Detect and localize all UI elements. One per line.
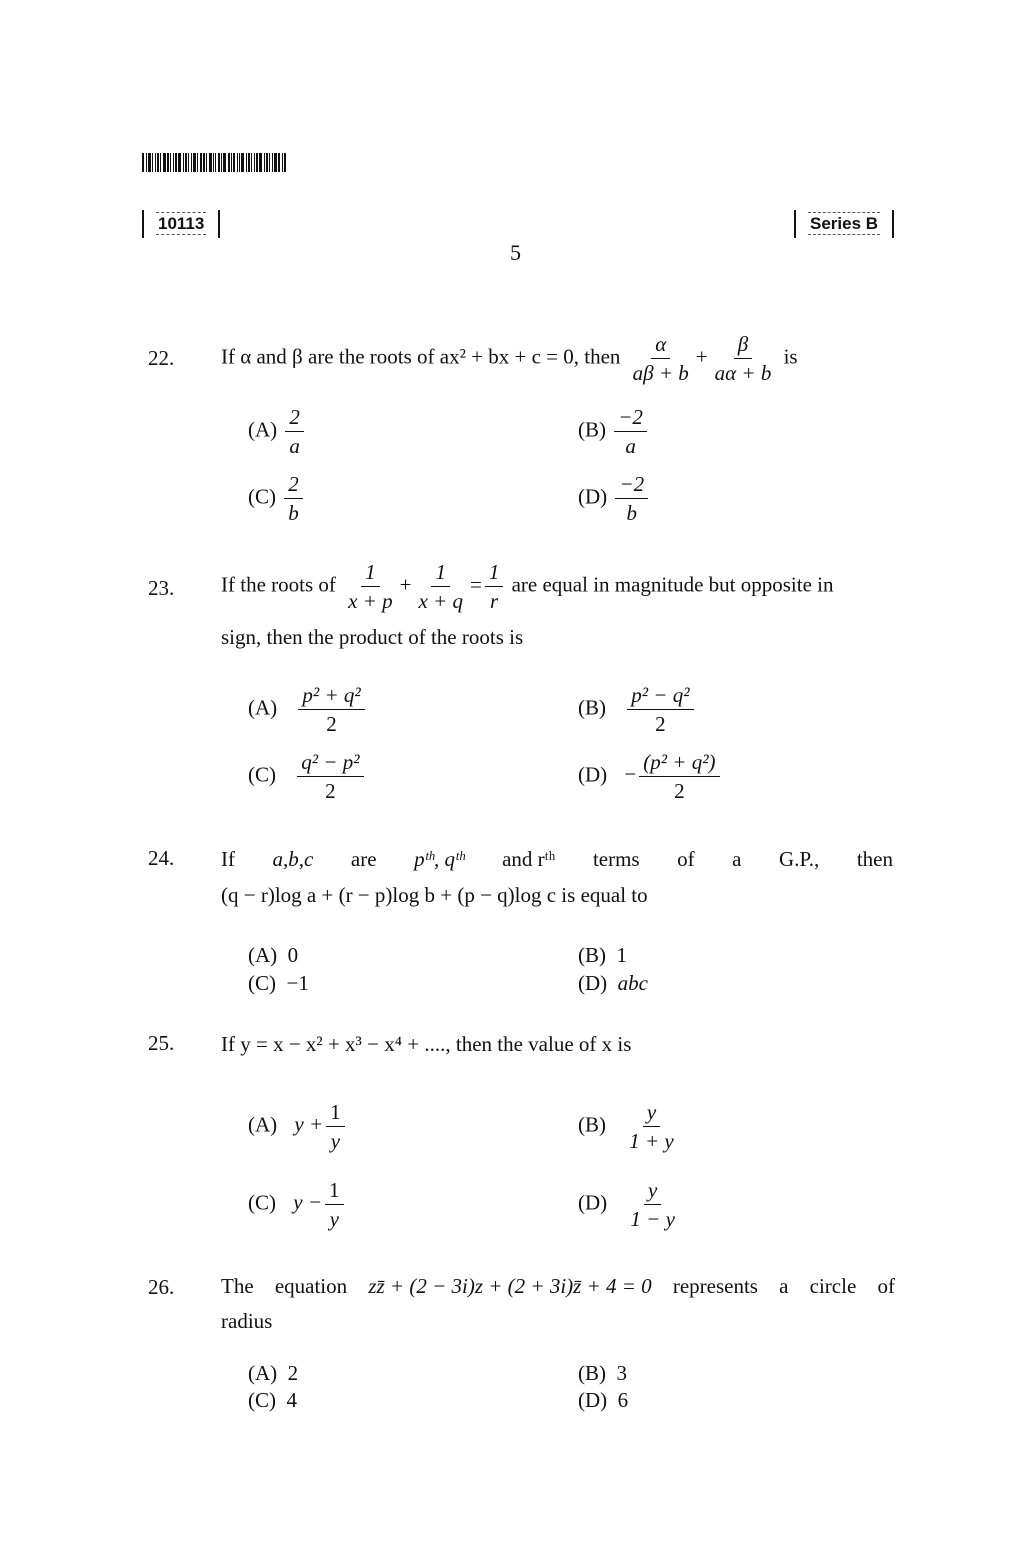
- barcode-bar: [241, 153, 244, 172]
- barcode-bar: [237, 153, 238, 172]
- option-b[interactable]: (B) $\frac{y}{1 + y}$: [578, 1100, 674, 1153]
- barcode-bar: [264, 153, 265, 172]
- option-d[interactable]: (D) $\frac{-2}{b}$: [578, 472, 651, 525]
- barcode-bar: [193, 153, 196, 172]
- barcode-bar: [197, 153, 198, 172]
- option-c[interactable]: (C) 4: [248, 1388, 297, 1412]
- barcode-bar: [209, 153, 212, 172]
- option-c[interactable]: (C) $\frac{\text{q² − p²}}{2}$: [248, 750, 367, 803]
- barcode-bar: [200, 153, 202, 172]
- barcode-bar: [218, 153, 220, 172]
- option-b[interactable]: (B) 1: [578, 943, 627, 967]
- barcode-bar: [163, 153, 166, 172]
- question-number: 22.: [148, 346, 175, 370]
- question-stem: If y = x − x² + x³ − x⁴ + ...., then the value of x is: [221, 1032, 632, 1056]
- series-label: Series B: [810, 214, 879, 233]
- barcode-bar: [183, 153, 184, 172]
- question-stem: The equation zz̄ + (2 − 3i)z + (2 + 3i)z̄ + 4 = 0 represents a circle of: [221, 1274, 895, 1298]
- barcode-bar: [278, 153, 280, 172]
- barcode-bar: [146, 153, 147, 172]
- option-c[interactable]: (C) $\frac{2}{b}$: [248, 472, 306, 525]
- barcode-bar: [206, 153, 207, 172]
- barcode-bar: [272, 153, 273, 172]
- question-number: 24.: [148, 846, 175, 870]
- barcode-bar: [231, 153, 232, 172]
- question-number: 26.: [148, 1275, 175, 1299]
- option-c[interactable]: (C) y − $\frac{1}{y}$: [248, 1178, 347, 1231]
- barcode-bar: [221, 153, 222, 172]
- option-b[interactable]: (B) 3: [578, 1361, 627, 1385]
- barcode-bar: [185, 153, 187, 172]
- option-a[interactable]: (A) $\frac{2}{a}$: [248, 405, 307, 458]
- barcode-bar: [175, 153, 177, 172]
- option-a[interactable]: (A) 2: [248, 1361, 299, 1385]
- question-stem-line2: radius: [221, 1309, 273, 1333]
- option-c[interactable]: (C) −1: [248, 971, 309, 995]
- barcode-bar: [233, 153, 235, 172]
- barcode-bar: [228, 153, 230, 172]
- option-a[interactable]: (A) $\frac{\text{p² + q²}}{2}$: [248, 683, 368, 736]
- option-d[interactable]: (D) 6: [578, 1388, 629, 1412]
- barcode-bar: [251, 153, 252, 172]
- barcode-bar: [248, 153, 250, 172]
- barcode-bar: [215, 153, 216, 172]
- question-stem-line2: sign, then the product of the roots is: [221, 625, 524, 649]
- barcode-bar: [284, 153, 286, 172]
- question-number: 23.: [148, 576, 175, 600]
- barcode-bar: [282, 153, 283, 172]
- barcode-bar: [142, 153, 144, 172]
- barcode-bar: [203, 153, 205, 172]
- question-stem-line2: (q − r)log a + (r − p)log b + (p − q)log c is equal to: [221, 883, 648, 907]
- barcode-bar: [213, 153, 214, 172]
- barcode-bar: [269, 153, 270, 172]
- option-a[interactable]: (A) y + $\frac{1}{y}$: [248, 1100, 348, 1153]
- fraction: $\frac{\alpha}{a\beta + b}$: [632, 332, 689, 385]
- page-number: 5: [510, 240, 521, 265]
- barcode-bar: [266, 153, 268, 172]
- barcode-bar: [148, 153, 151, 172]
- barcode-bar: [170, 153, 171, 172]
- question-stem: If a,b,c are pᵗʰ, qᵗʰ and rᵗʰ terms of a G.P., then: [221, 847, 893, 871]
- barcode-bar: [178, 153, 181, 172]
- barcode: [142, 153, 302, 172]
- series-box: [794, 210, 894, 238]
- question-number: 25.: [148, 1031, 175, 1055]
- barcode-bar: [223, 153, 226, 172]
- barcode-bar: [256, 153, 258, 172]
- barcode-bar: [160, 153, 161, 172]
- barcode-bar: [191, 153, 192, 172]
- option-d[interactable]: (D) − $\frac{\text{(p² + q²)}}{2}$: [578, 750, 723, 803]
- barcode-bar: [254, 153, 255, 172]
- barcode-bar: [152, 153, 153, 172]
- barcode-bar: [246, 153, 247, 172]
- option-a[interactable]: (A) 0: [248, 943, 299, 967]
- barcode-bar: [173, 153, 174, 172]
- barcode-bar: [188, 153, 189, 172]
- barcode-bar: [155, 153, 156, 172]
- barcode-bar: [274, 153, 277, 172]
- option-d[interactable]: (D) $\frac{y}{1 - y}$: [578, 1178, 675, 1231]
- paper-code: 10113: [158, 214, 205, 233]
- barcode-bar: [259, 153, 262, 172]
- fraction: $\frac{\beta}{a\alpha + b}$: [714, 332, 772, 385]
- barcode-bar: [239, 153, 240, 172]
- option-b[interactable]: (B) $\frac{\text{p² − q²}}{2}$: [578, 683, 697, 736]
- question-stem: If α and β are the roots of ax² + bx + c = 0, then $\frac{\alpha}{a\beta + b}$ + $\frac{\beta}{a\alpha + b}$ is: [221, 332, 798, 385]
- barcode-bar: [157, 153, 159, 172]
- barcode-bar: [167, 153, 169, 172]
- paper-code-box: [142, 210, 220, 238]
- question-stem: If the roots of $\frac{1}{x + p}$ + $\frac{1}{x + q}$ = $\frac{1}{r}$ are equal in magnitude but opposite in: [221, 560, 834, 613]
- option-b[interactable]: (B) $\frac{-2}{a}$: [578, 405, 650, 458]
- option-d[interactable]: (D) abc: [578, 971, 648, 995]
